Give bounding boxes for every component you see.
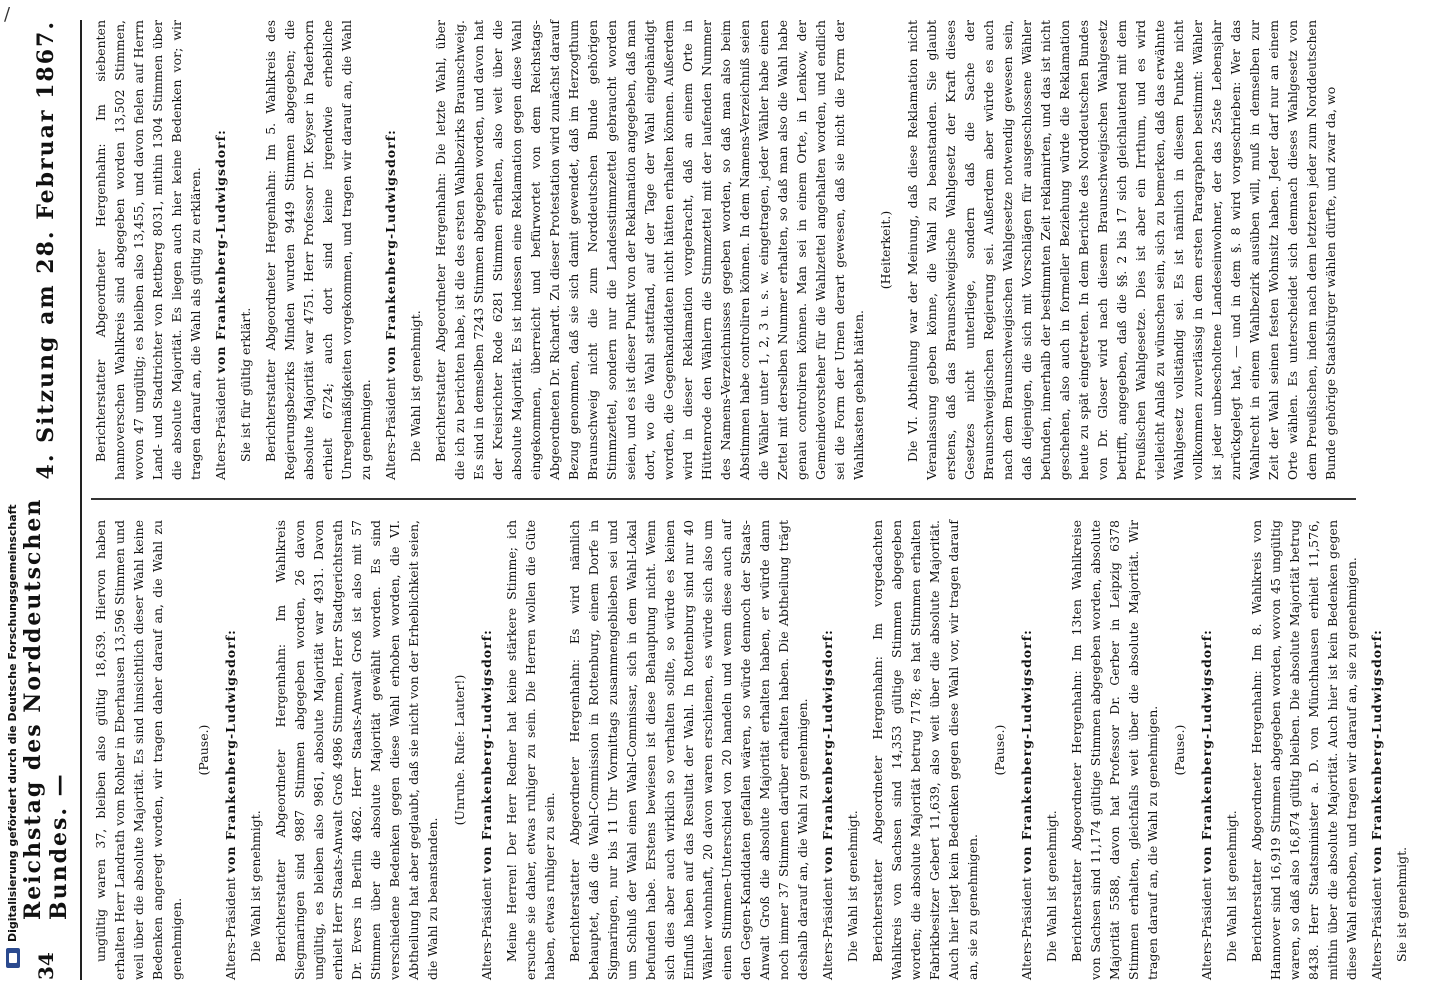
speaker-name: von Frankenberg-Ludwigsdorf: xyxy=(479,629,494,874)
speaker-line xyxy=(1017,520,1036,980)
speaker-name: von Frankenberg-Ludwigsdorf: xyxy=(1019,629,1034,874)
dfg-logo-icon xyxy=(6,948,20,968)
speaker-name: von Frankenberg-Ludwigsdorf: xyxy=(820,629,835,874)
speaker-line xyxy=(381,20,400,480)
paragraph: Die Wahl ist genehmigt. xyxy=(408,310,423,462)
stage-direction: (Unruhe. Rufe: Lauter!) xyxy=(452,674,467,826)
paragraph: Berichterstatter Abgeordneter Hergenhahn: Im 8. Wahlkreis von Hannover sind 16,919 Stimmen abgegeben worden, wovon 45 ungültig waren, so daß also 16,874 gültig bleiben. Die absolute Majorität betrug 8438. Herr Staatsminister a. D. von Münchhausen erhielt 11,576, mithin über die absolute Majorität. Auch hier ist kein Bedenken gegen diese Wahl erhoben, und tragen wir darauf an, sie zu genehmigen. xyxy=(1249,520,1359,980)
speaker-role: Alters-Präsident xyxy=(383,377,398,480)
speaker-name: von Frankenberg-Ludwigsdorf: xyxy=(1199,629,1214,874)
speaker-line xyxy=(477,520,496,980)
stage-direction: (Pause.) xyxy=(1172,724,1187,776)
paragraph: Meine Herren! Der Herr Redner hat keine stärkere Stimme; ich ersuche sie daher, etwas ruhiger zu sein. Die Herren wollen die Güte haben, etwas ruhiger zu sein. xyxy=(504,520,557,980)
paragraph: Berichterstatter Abgeordneter Hergenhahn: Die letzte Wahl, über die ich zu berichten habe, ist die des ersten Wahlbezirks Braunschweig. Es sind in demselben 7243 Stimmen abgegeben worden, und davon hat der Kreisrichter Rode 6281 Stimmen erhalten, also weit über die absolute Majorität. Es ist indessen eine Reklamation gegen diese Wahl eingekommen, überreicht und befürwortet von dem Reichstags-Abgeordneten Dr. Richardt. Zu dieser Protestation wird zunächst darauf Bezug genommen, daß sie sich damit gewendet, daß im Herzogthum Braunschweig nicht die zum Norddeutschen Bunde gehörigen Stimmzettel, sondern nur die Landesstimmzettel gebraucht worden seien, und es ist dieser Punkt von der Reklamation angegeben, daß man dort, wo die Wahl stattfand, auf der Tage der Wahl eingehändigt worden, die Gegenkandidaten nicht hätten erhalten können. Außerdem wird in dieser Reklamation vorgebracht, daß an einem Orte in Hüttenrode den Wählern die Stimmzettel mit der laufenden Nummer des Namens-Verzeichnisses gegeben worden, so daß man also beim Abstimmen habe controliren können. In dem Namens-Verzeichniß seien die Wähler unter 1, 2, 3 u. s. w. eingetragen, jeder Wähler habe einen Zettel mit derselben Nummer erhalten, so daß man also die Wahl habe genau controliren können. Man sei in einem Orte, in Lenkow, der Gemeindevorsteher für die Wahlzettel angehalten worden, und endlich sei die Form der Urnen derart gewesen, daß sie nicht die Form der Wahlkasten gehabt hätten. xyxy=(433,20,866,480)
speaker-name: von Frankenberg-Ludwigsdorf: xyxy=(213,129,228,374)
speaker-role: Alters-Präsident xyxy=(479,877,494,980)
paragraph: Berichterstatter Abgeordneter Hergenhahn: Im 13ten Wahlkreise von Sachsen sind 11,174 gültige Stimmen abgegeben worden, absolute Majorität 5588, davon hat Professor Dr. Gerber in Leipzig 6378 Stimmen erhalten, gleichfalls weit über die absolute Majorität. Wir tragen darauf an, die Wahl zu genehmigen. xyxy=(1069,520,1160,980)
rotated-content xyxy=(16,20,1416,980)
paragraph: Sie ist für gültig erklärt. xyxy=(238,307,253,462)
stage-direction: (Pause.) xyxy=(992,724,1007,776)
speaker-role: Alters-Präsident xyxy=(1369,877,1384,980)
footer-text: Digitalisierung gefördert durch die Deutsche Forschungsgemeinschaft xyxy=(6,504,19,942)
stage-direction: (Pause.) xyxy=(196,724,211,776)
left-column xyxy=(91,520,1409,980)
header-rule xyxy=(80,20,82,980)
paragraph: Die Wahl ist genehmigt. xyxy=(248,810,263,962)
speaker-line xyxy=(211,20,230,480)
page-header xyxy=(16,20,76,980)
speaker-name: von Frankenberg-Ludwigsdorf: xyxy=(223,629,238,874)
speaker-line xyxy=(1367,520,1386,980)
stage-direction: (Heiterkeit.) xyxy=(878,210,893,290)
speaker-role: Alters-Präsident xyxy=(223,877,238,980)
speaker-role: Alters-Präsident xyxy=(1019,877,1034,980)
paragraph: Die Wahl ist genehmigt. xyxy=(845,810,860,962)
speaker-role: Alters-Präsident xyxy=(1199,877,1214,980)
right-column xyxy=(91,20,1356,480)
page-number: 34 xyxy=(34,952,58,980)
paragraph: Die Wahl ist genehmigt. xyxy=(1224,810,1239,962)
page-title: Reichstag des Norddeutschen Bundes. — xyxy=(20,497,72,920)
paragraph: Berichterstatter Abgeordneter Hergenhahn: Es wird nämlich behauptet, daß die Wahl-Commission in Rottenburg, einem Dorfe in Sigmaringen, nur bis 11 Uhr Vormittags zusammengeblieben sei und um Schluß der Wahl einen Wahl-Commissar, sich in dem Wahl-Lokal befunden habe. Erstens bewiesen ist diese Behauptung nicht. Wenn sich dies aber auch wirklich so verhalten sollte, so würde es keinen Einfluß haben auf das Resultat der Wahl. In Rottenburg sind nur 40 Wähler wohnhaft, 20 davon waren erschienen, es würde sich also um einen Stimmen-Unterschied von 20 handeln und wenn diese auch auf den Gegen-Kandidaten gefallen wären, so würde dennoch der Staats-Anwalt Groß die absolute Majorität erhalten haben, er würde dann noch immer 37 Stimmen darüber erhalten haben. Die Abtheilung trägt deshalb darauf an, die Wahl zu genehmigen. xyxy=(567,520,810,980)
speaker-line xyxy=(221,520,240,980)
column-divider xyxy=(91,498,1356,500)
speaker-name: von Frankenberg-Ludwigsdorf: xyxy=(1369,629,1384,874)
paragraph: Berichterstatter Abgeordneter Hergenhahn: Im siebenten hannoverschen Wahlkreis sind abgegeben worden 13,502 Stimmen, wovon 47 ungültig; es bleiben also 13,455, und davon fielen auf Herrn Land- und Stadtrichter von Rettberg 8031, mithin 1304 Stimmen über die absolute Majorität. Es liegen auch hier keine Bedenken vor; wir tragen darauf an, die Wahl als gültig zu erklären. xyxy=(93,20,203,480)
paragraph: Berichterstatter Abgeordneter Hergenhahn: Im vorgedachten Wahlkreis von Sachsen sind 14,353 gültige Stimmen abgegeben worden; die absolute Majorität betrug 7178; es hat Stimmen erhalten Fabrikbesitzer Gebert 11,639, also weit über die absolute Majorität. Auch hier liegt kein Bedenken gegen diese Wahl vor, wir tragen darauf an, sie zu genehmigen. xyxy=(870,520,980,980)
session-date: 4. Sitzung am 28. Februar 1867. xyxy=(33,20,59,480)
footer-strip xyxy=(0,0,22,1000)
speaker-line xyxy=(1197,520,1216,980)
paragraph: Die VI. Abtheilung war der Meinung, daß diese Reklamation nicht Veranlassung geben könne, die Wahl zu beanstanden. Sie glaubt erstens, daß das Braunschweigische Wahlgesetz der Kraft dieses Gesetzes nicht unterliege, sondern daß die Sache der Braunschweigischen Regierung sei. Außerdem aber würde es auch nach dem Braunschweigischen Wahlgesetze notwendig gewesen sein, daß diejenigen, die sich mit Vorschlägen für ausgeschlossene Wähler befunden, innerhalb der bestimmten Zeit reklamirten, und das ist nicht geschehen, also auch in formeller Beziehung würde die Reklamation heute zu spät eingetreten. In dem Berichte des Norddeutschen Bundes von Dr. Gloser wird nach diesem Braunschweigischen Wahlgesetz betrifft, angegeben, daß die §§. 2 bis 17 sich gleichlautend mit dem Preußischen Wahlgesetze. Dies ist aber ein Irrthum, und es wird vielleicht Anlaß zu wünschen sein, sich zu bemerken, daß das erwähnte Wahlgesetz vollständig sei. Es ist nämlich in diesem Punkte nicht vollkommen zuverlässig in dem ersten Paragraphen bestimmt: Wähler ist jeder unbescholtene Landeseinwohner, der das 25ste Lebensjahr zurückgelegt hat, — und in dem §. 8 wird vorgeschrieben: Wer das Wahlrecht in einem Wahlbezirk ausüben will, muß in demselben zur Zeit der Wahl seinen festen Wohnsitz haben. Jeder darf nur an einem Orte wählen. Es unterscheidet sich demnach dieses Wahlgesetz von dem Preußischen, indem nach dem letzteren jeder zum Norddeutschen Bunde gehörige Staatsbürger wählen dürfte, und zwar da, wo xyxy=(905,20,1338,480)
paragraph: Die Wahl ist genehmigt. xyxy=(1044,810,1059,962)
footer xyxy=(2,0,24,1000)
speaker-role: Alters-Präsident xyxy=(820,877,835,980)
speaker-name: von Frankenberg-Ludwigsdorf: xyxy=(383,129,398,374)
paragraph: Berichterstatter Abgeordneter Hergenhahn: Im 5. Wahlkreis des Regierungsbezirks Minden wurden 9449 Stimmen abgegeben; die absolute Majorität war 4751. Herr Professor Dr. Keyser in Paderborn erhielt 6724; auch dort sind keine irgendwie erhebliche Unregelmäßigkeiten vorgekommen, und tragen wir darauf an, die Wahl zu genehmigen. xyxy=(263,20,373,480)
speaker-line xyxy=(818,520,837,980)
paragraph: ungültig waren 37, bleiben also gültig 18,639. Hiervon haben erhalten Herr Landrath vom Rohler in Eberhausen 13,596 Stimmen und weil über die absolute Majorität. Es sind hinsichtlich dieser Wahl keine Bedenken angeregt worden, wir tragen daher darauf an, die Wahl zu genehmigen. xyxy=(93,520,184,980)
paragraph: Sie ist genehmigt. xyxy=(1394,846,1409,962)
paragraph: Berichterstatter Abgeordneter Hergenhahn: Im Wahlkreis Siegmaringen sind 9887 Stimmen abgegeben worden, 26 davon ungültig, es bleiben also 9861, absolute Majorität war 4931. Davon erhielt Herr Staats-Anwalt Groß 4986 Stimmen, Herr Stadtgerichtsrath Dr. Evers in Berlin 4862. Herr Staats-Anwalt Groß ist also mit 57 Stimmen über die absolute Majorität gewählt worden. Es sind verschiedene Bedenken gegen diese Wahl erhoben worden, die VI. Abtheilung hat aber geglaubt, daß sie nicht von der Erheblichkeit seien, die Wahl zu beanstanden. xyxy=(273,520,440,980)
speaker-role: Alters-Präsident xyxy=(213,377,228,480)
corner-mark: / xyxy=(4,4,11,25)
